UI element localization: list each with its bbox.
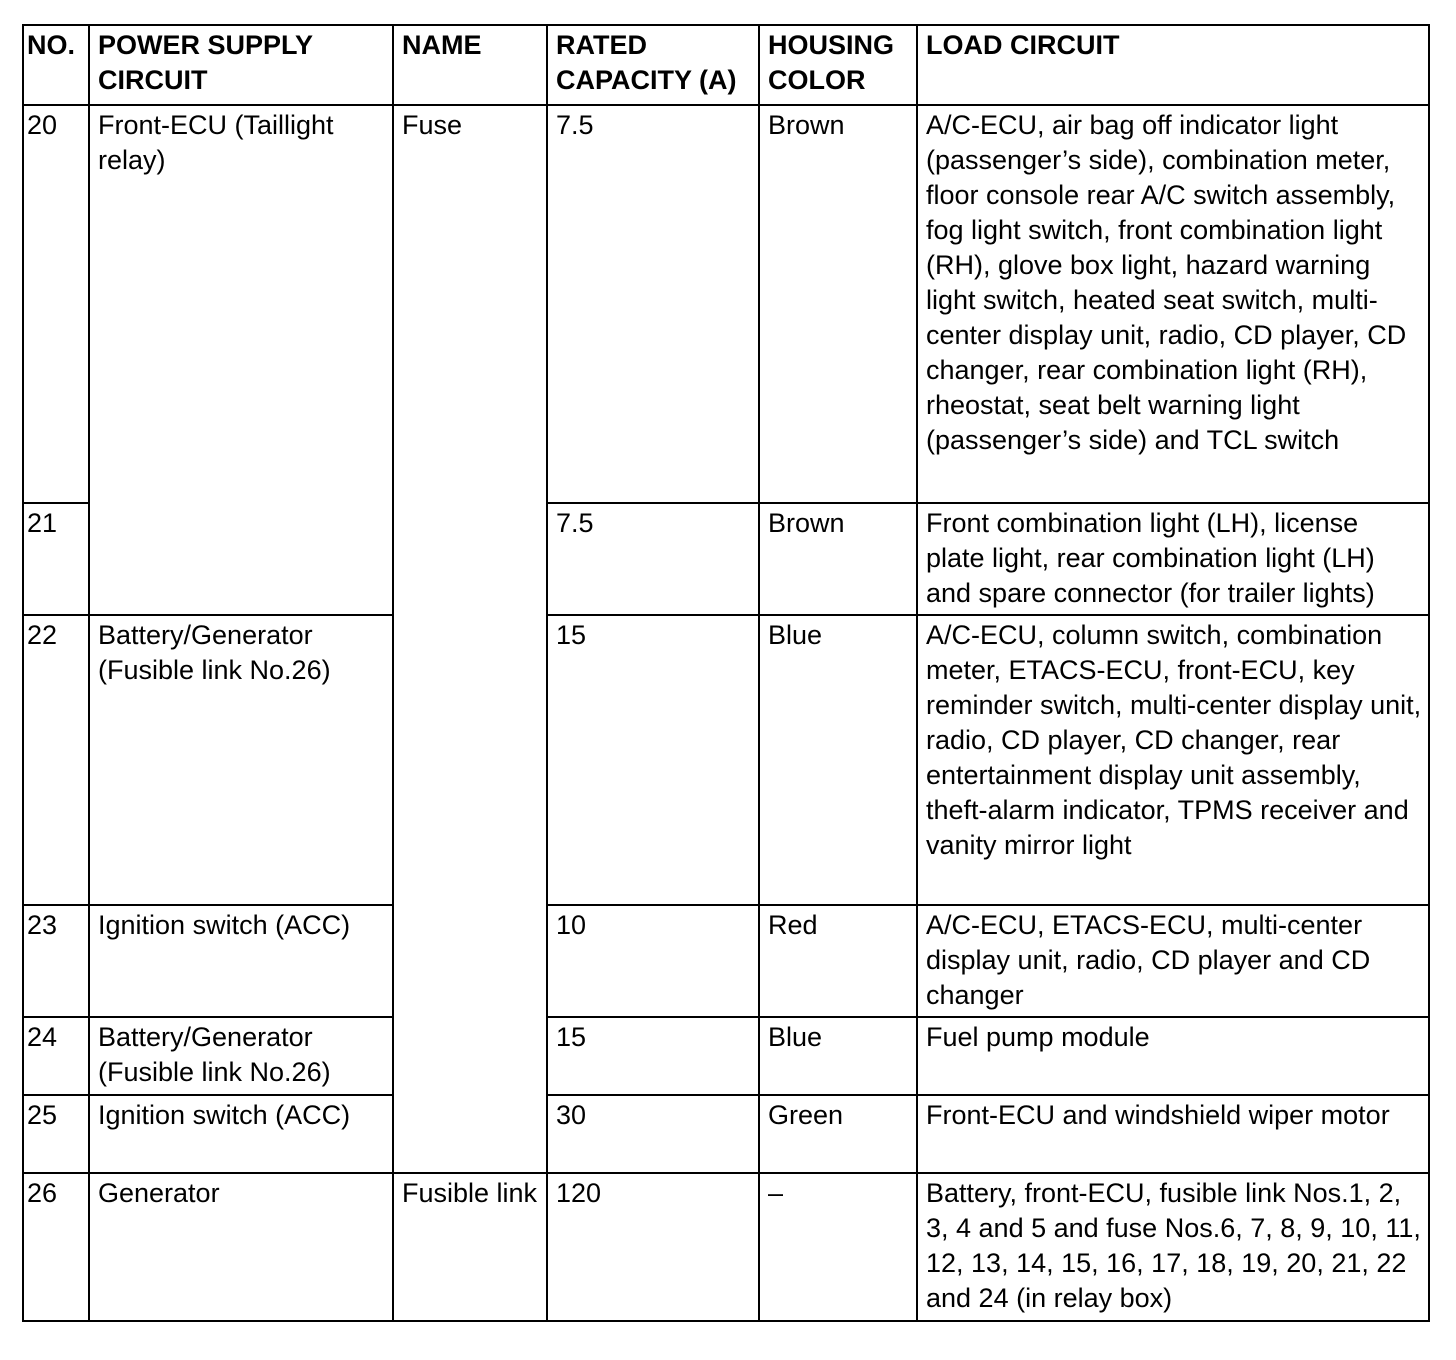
cell-name: Fusible link (393, 1173, 547, 1321)
cell-no: 21 (23, 503, 89, 615)
cell-power-supply: Battery/Generator (Fusible link No.26) (89, 615, 393, 905)
table-row (23, 1017, 1429, 1095)
cell-no: 26 (23, 1173, 89, 1321)
fuse-table (22, 24, 1430, 1322)
header-load-circuit: LOAD CIRCUIT (917, 25, 1429, 105)
cell-power-supply: Ignition switch (ACC) (89, 905, 393, 1017)
table-row (23, 905, 1429, 1017)
cell-rated-capacity: 7.5 (547, 503, 759, 615)
cell-load-circuit: Front-ECU and windshield wiper motor (917, 1095, 1429, 1173)
cell-power-supply: Battery/Generator (Fusible link No.26) (89, 1017, 393, 1095)
header-rated-capacity-line-1: RATED (556, 30, 647, 60)
header-power-supply-line-1: POWER SUPPLY (98, 30, 314, 60)
cell-rated-capacity: 10 (547, 905, 759, 1017)
cell-power-supply: Generator (89, 1173, 393, 1321)
table-row (23, 1095, 1429, 1173)
header-power-supply-circuit (89, 25, 393, 105)
cell-load-circuit: A/C-ECU, air bag off indicator light (passenger’s side), combination meter, floor console rear A/C switch assembly, fog light switch, front combination light (RH), glove box light, hazard warning light switch, heated seat switch, multi-center display unit, radio, CD player, CD changer, rear combination light (RH), rheostat, seat belt warning light (passenger’s side) and TCL switch (917, 105, 1429, 503)
cell-housing-color: – (759, 1173, 917, 1321)
table-row (23, 105, 1429, 503)
cell-housing-color: Blue (759, 1017, 917, 1095)
header-rated-capacity-line-2: CAPACITY (A) (556, 65, 737, 95)
table-row (23, 615, 1429, 905)
cell-load-circuit: A/C-ECU, column switch, combination meter, ETACS-ECU, front-ECU, key reminder switch, multi-center display unit, radio, CD player, CD changer, rear entertainment display unit assembly, theft-alarm indicator, TPMS receiver and vanity mirror light (917, 615, 1429, 905)
cell-rated-capacity: 15 (547, 1017, 759, 1095)
cell-rated-capacity: 120 (547, 1173, 759, 1321)
header-power-supply-line-2: CIRCUIT (98, 65, 208, 95)
cell-no: 23 (23, 905, 89, 1017)
cell-housing-color: Brown (759, 503, 917, 615)
cell-housing-color: Brown (759, 105, 917, 503)
cell-rated-capacity: 15 (547, 615, 759, 905)
cell-load-circuit: Front combination light (LH), license plate light, rear combination light (LH) and spare connector (for trailer lights) (917, 503, 1429, 615)
cell-housing-color: Blue (759, 615, 917, 905)
header-housing-color (759, 25, 917, 105)
header-housing-color-line-1: HOUSING (768, 30, 895, 60)
cell-name: Fuse (393, 105, 547, 1173)
fuse-specification-sheet (22, 24, 1428, 1322)
cell-no: 24 (23, 1017, 89, 1095)
cell-power-supply: Front-ECU (Taillight relay) (89, 105, 393, 615)
cell-no: 25 (23, 1095, 89, 1173)
cell-power-supply: Ignition switch (ACC) (89, 1095, 393, 1173)
header-housing-color-line-2: COLOR (768, 65, 866, 95)
header-name: NAME (393, 25, 547, 105)
cell-housing-color: Red (759, 905, 917, 1017)
cell-rated-capacity: 7.5 (547, 105, 759, 503)
cell-housing-color: Green (759, 1095, 917, 1173)
cell-load-circuit: A/C-ECU, ETACS-ECU, multi-center display unit, radio, CD player and CD changer (917, 905, 1429, 1017)
header-rated-capacity (547, 25, 759, 105)
cell-load-circuit: Fuel pump module (917, 1017, 1429, 1095)
cell-load-circuit: Battery, front-ECU, fusible link Nos.1, 2, 3, 4 and 5 and fuse Nos.6, 7, 8, 9, 10, 11, 12, 13, 14, 15, 16, 17, 18, 19, 20, 21, 22 and 24 (in relay box) (917, 1173, 1429, 1321)
header-row (23, 25, 1429, 105)
cell-rated-capacity: 30 (547, 1095, 759, 1173)
cell-no: 20 (23, 105, 89, 503)
table-row (23, 1173, 1429, 1321)
header-no: NO. (23, 25, 89, 105)
cell-no: 22 (23, 615, 89, 905)
